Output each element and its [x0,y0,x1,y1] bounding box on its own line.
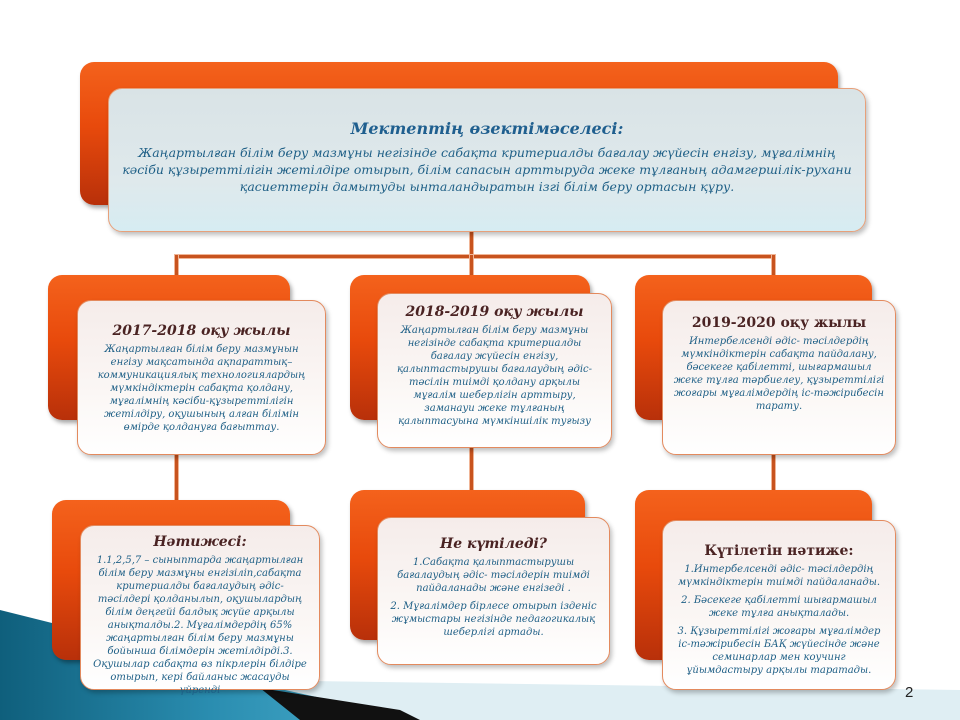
year-text: Жаңартылған білім беру мазмұны негізінде сабақта критериалды бағалау жүйесін енгізу, қалыптастырушы бағалаудың әдіс-тәсілін тиімді қолдану арқылы мұғалім шеберлігін арттыру, заманауи жеке тұлғаның қалыптасуына мүмкіншілік туғызу [396,325,593,427]
result-item: 2. Мұғалімдер бірлесе отырып ізденіс жұмыстары негізінде педагогикалық шеберлігі артады. [390,601,597,638]
connector [175,255,775,258]
page-number: 2 [905,684,914,701]
result-text [91,554,309,697]
result-title: Нәтижесі: [153,534,247,550]
result-text [388,556,599,639]
result-box-expected [377,517,610,665]
result-item: 3. Құзыреттілігі жоғары мұғалімдер іс-тәжірибесін БАҚ жүйесінде және семинарлар мен коучинг ұйымдастыру арқылы таратады. [677,626,881,676]
year-title: 2017-2018 оқу жылы [112,323,291,339]
school-problem-title: Мектептің өзектімәселесі: [350,119,624,138]
year-title: 2018-2019 оқу жылы [405,304,584,320]
connector [772,455,775,492]
connector [175,455,178,503]
year-text: Интербелсенді әдіс- тәсілдердің мүмкіндіктерін сабақта пайдалану, бәсекеге қабілетті, шығармашыл жеке тұлға тәрбиелеу, құзыреттілігі жоғары мұғалімдердің іс-тәжірибесін тарату. [673,336,885,412]
connector [470,255,473,277]
result-title: Күтілетін нәтиже: [704,543,854,559]
result-item: 1.1,2,5,7 – сыныптарда жаңартылған білім беру мазмұны енгізіліп,сабақта критериалды бағалаудың әдіс- тәсілдері қолданылып, оқушылардың білім деңгейі балдық жүйе арқылы анықталды.2. Мұғалімдердің 65% жаңартылған білім беру мазмұны бойынша білімдерін жетілдірді.3. Оқушылар сабақта өз пікрлерін білдіре отырып, кері байланыс жасауды үйренді [93,555,307,696]
connector [175,255,178,277]
year-text: Жаңартылған білім беру мазмұнын енгізу мақсатында ақпараттық–коммуникациялық технологиялардың мүмкіндіктерін сабақта қолдану, мұғалімнің кәсіби-құзыреттілігін жетілдіру, оқушының алған білімін өмірде қолдануға бағыттау. [97,344,306,433]
result-box-achieved [80,525,320,696]
year-box-2017 [77,300,326,455]
result-item: 1.Сабақта қалыптастырушы бағалаудың әдіс- тәсілдерін тиімді пайдаланады және енгізеді . [397,557,590,594]
year-box-2019 [662,300,896,455]
year-box-2018 [377,293,612,448]
school-problem-box [108,88,866,232]
result-title: Не күтіледі? [439,536,548,552]
year-title: 2019-2020 оқу жылы [691,315,867,331]
connector [772,255,775,277]
connector [470,448,473,492]
result-item: 2. Бәсекеге қабілетті шығармашыл жеке тұлға анықталады. [681,595,877,619]
result-box-expected-outcome [662,520,896,690]
result-item: 1.Интербелсенді әдіс- тәсілдердің мүмкіндіктерін тиімді пайдаланады. [677,564,881,588]
result-text [673,563,885,677]
school-problem-text: Жаңартылған білім беру мазмұны негізінде сабақта критериалды бағалау жүйесін енгізу, мұғалімнің кәсіби құзыреттілігін жетілдіре отырып, білім сапасын арттыруда жеке тұлғаның адамгершілік-рухани қасиеттерін дамытуды ынталандыратын ізгі білім беру ортасын құру. [122,145,852,194]
